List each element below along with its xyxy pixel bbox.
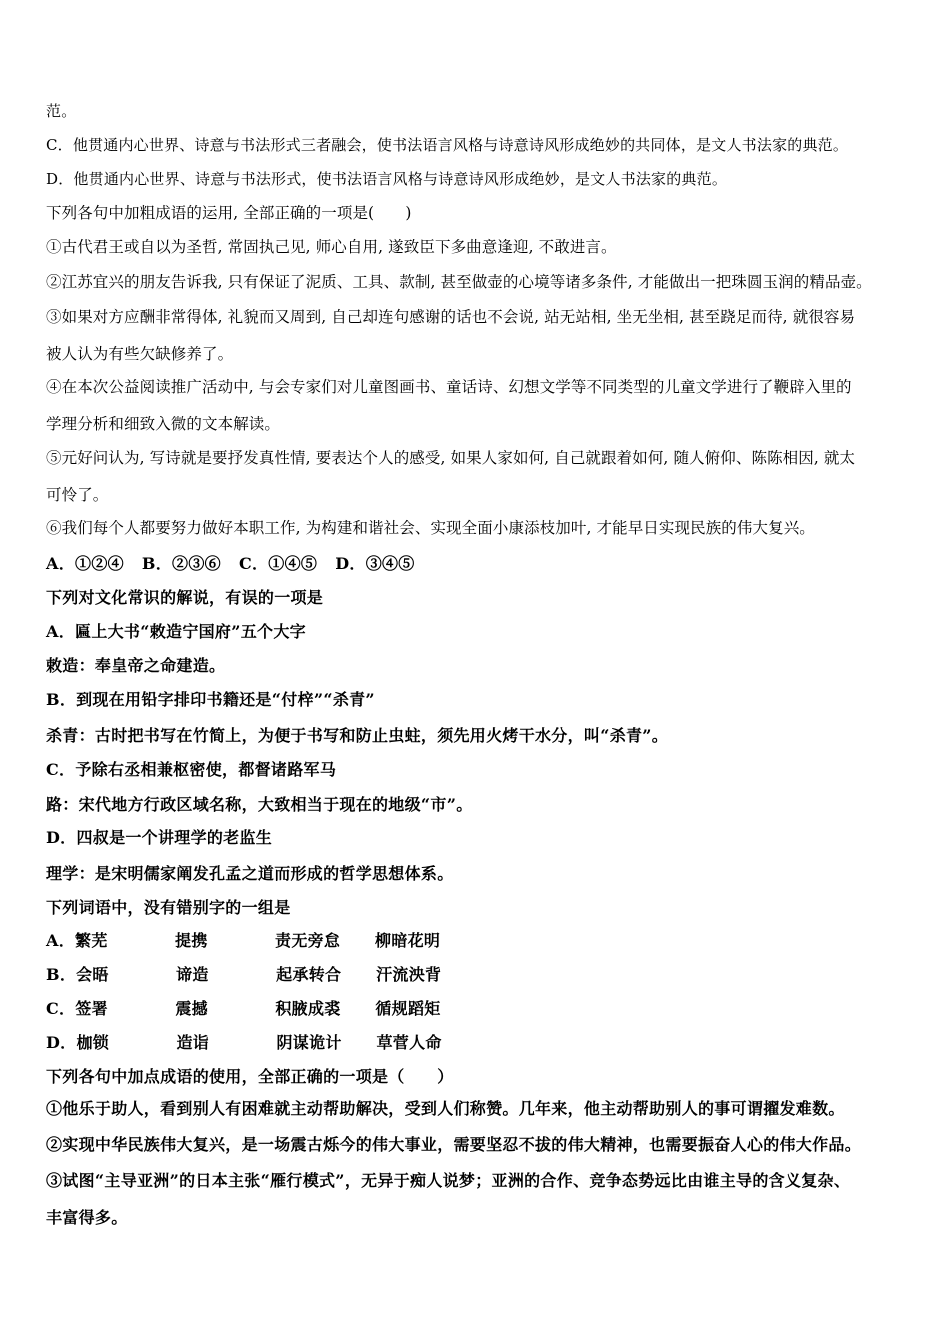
option-a: A．匾上大书“敕造宁国府”五个大字 [46, 622, 306, 641]
row-letter: C． [46, 999, 76, 1018]
option-d-text: ③④⑤ [365, 554, 415, 573]
sentence-3: ③试图“主导亚洲”的日本主张“雁行模式”，无异于痴人说梦；亚洲的合作、竞争态势远比由谁主导的含义复杂、 [46, 1171, 851, 1190]
option-c: C．予除右丞相兼枢密使，都督诸路军马 [46, 760, 337, 779]
sentence-1: ①古代君王或自以为圣哲, 常固执己见, 师心自用, 遂致臣下多曲意逢迎, 不敢进言。 [46, 238, 617, 256]
word: 积腋成裘 [275, 999, 341, 1018]
word: 繁芜 [75, 931, 108, 950]
word-row [46, 1001, 441, 1017]
word: 提携 [175, 931, 208, 950]
option-d-line: D．他贯通内心世界、诗意与书法形式，使书法语言风格与诗意诗风形成绝妙，是文人书法家的典范。 [46, 170, 728, 188]
word: 谛造 [176, 965, 209, 984]
question-stem: 下列各句中加点成语的使用，全部正确的一项是（ ） [46, 1067, 454, 1086]
row-letter: B． [46, 965, 77, 984]
word: 循规蹈矩 [375, 999, 441, 1018]
word: 草菅人命 [376, 1033, 442, 1052]
sentence-4: ④在本次公益阅读推广活动中, 与会专家们对儿童图画书、童话诗、幻想文学等不同类型的儿童文学进行了鞭辟入里的 [46, 378, 852, 396]
sentence-5-cont: 可怜了。 [46, 486, 109, 504]
question-stem: 下列对文化常识的解说，有误的一项是 [46, 588, 324, 607]
word: 会晤 [76, 965, 109, 984]
question-stem: 下列词语中，没有错别字的一组是 [46, 898, 291, 917]
option-a-letter: A． [46, 554, 76, 573]
option-d-letter: D． [335, 554, 366, 573]
sentence-3-cont: 丰富得多。 [46, 1208, 128, 1227]
word-row [46, 1035, 442, 1051]
option-a-note: 敕造：奉皇帝之命建造。 [46, 656, 226, 675]
option-c-line: C．他贯通内心世界、诗意与书法形式三者融会，使书法语言风格与诗意诗风形成绝妙的共同体，是文人书法家的典范。 [46, 136, 849, 154]
word: 责无旁怠 [275, 931, 341, 950]
answer-options [46, 556, 415, 572]
word: 阴谋诡计 [276, 1033, 342, 1052]
question-stem: 下列各句中加粗成语的运用, 全部正确的一项是( ) [46, 204, 412, 222]
word: 造诣 [176, 1033, 210, 1052]
option-a-text: ①②④ [75, 554, 124, 573]
option-b-text: ②③⑥ [172, 554, 221, 573]
sentence-4-cont: 学理分析和细致入微的文本解读。 [46, 415, 281, 433]
word-row [46, 933, 440, 949]
option-c-note: 路：宋代地方行政区域名称，大致相当于现在的地级“市”。 [46, 795, 473, 814]
word: 起承转合 [276, 965, 342, 984]
option-c-letter: C． [238, 554, 269, 573]
sentence-1: ①他乐于助人，看到别人有困难就主动帮助解决，受到人们称赞。几年来，他主动帮助别人的事可谓擢发难数。 [46, 1099, 845, 1118]
sentence-3-cont: 被人认为有些欠缺修养了。 [46, 345, 234, 363]
word: 枷锁 [76, 1033, 110, 1052]
word: 签署 [75, 999, 108, 1018]
row-letter: D． [46, 1033, 77, 1052]
sentence-2: ②实现中华民族伟大复兴，是一场震古烁今的伟大事业，需要坚忍不拔的伟大精神，也需要振奋人心的伟大作品。 [46, 1135, 862, 1154]
option-b: B．到现在用铅字排印书籍还是“付梓”“杀青” [46, 690, 375, 709]
row-letter: A． [46, 931, 76, 950]
option-b-letter: B． [141, 554, 173, 573]
option-b-note: 杀青：古时把书写在竹简上，为便于书写和防止虫蛀，须先用火烤干水分，叫“杀青”。 [46, 726, 669, 745]
word: 汗流泱背 [376, 965, 442, 984]
option-c-text: ①④⑤ [268, 554, 318, 573]
sentence-2: ②江苏宜兴的朋友告诉我, 只有保证了泥质、工具、款制, 甚至做壶的心境等诸多条件, 才能做出一把珠圆玉润的精品壶。 [46, 273, 872, 291]
option-d: D．四叔是一个讲理学的老监生 [46, 828, 273, 847]
sentence-5: ⑤元好问认为, 写诗就是要抒发真性情, 要表达个人的感受, 如果人家如何, 自己就跟着如何, 随人俯仰、陈陈相因, 就太 [46, 449, 856, 467]
word: 震撼 [175, 999, 208, 1018]
sentence-3: ③如果对方应酬非常得体, 礼貌而又周到, 自己却连句感谢的话也不会说, 站无站相, 坐无坐相, 甚至跷足而待, 就很容易 [46, 308, 856, 326]
word-row [46, 967, 441, 983]
text-line: 范。 [46, 102, 77, 120]
sentence-6: ⑥我们每个人都要努力做好本职工作, 为构建和谐社会、实现全面小康添枝加叶, 才能早日实现民族的伟大复兴。 [46, 519, 815, 537]
word: 柳暗花明 [375, 931, 441, 950]
option-d-note: 理学：是宋明儒家阐发孔孟之道而形成的哲学思想体系。 [46, 864, 454, 883]
